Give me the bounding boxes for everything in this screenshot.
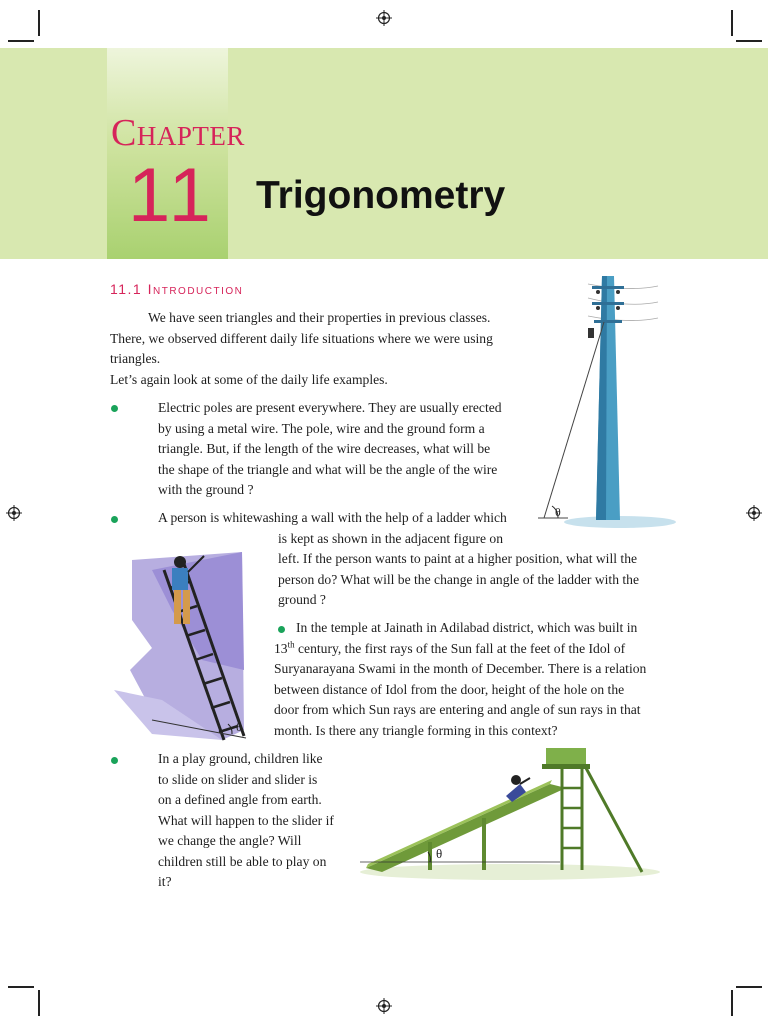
text-line: Suryanarayana Swami in the month of December. There is a relation (274, 661, 647, 676)
section-heading: 11.1 Introduction (110, 281, 244, 297)
text-line: children still be able to play on (158, 853, 327, 869)
chapter-title: Trigonometry (256, 174, 506, 217)
chapter-number: 11 (128, 153, 215, 238)
bullet-icon (111, 757, 118, 764)
crop-mark (736, 40, 762, 42)
text-line: month. Is there any triangle forming in this context? (274, 722, 558, 738)
crop-mark (38, 10, 40, 36)
slide-paragraph (158, 749, 343, 893)
century-number: 13 (274, 640, 288, 656)
crop-mark (38, 990, 40, 1016)
text-line: There, we observed different daily life situations where we were using (110, 330, 493, 346)
text-line: person do? What will be the change in angle of the ladder with the (278, 571, 639, 587)
electric-pole-illustration (528, 272, 668, 530)
ordinal-suffix: th (287, 638, 295, 649)
text-line: Electric poles are present everywhere. They are usually erected (158, 400, 502, 415)
text-line: is kept as shown in the adjacent figure on (278, 530, 503, 546)
crop-mark (731, 10, 733, 36)
text-line: to slide on slider and slider is (158, 771, 318, 787)
text-line: Let’s again look at some of the daily life examples. (110, 371, 388, 387)
pole-angle-label: θ (555, 505, 561, 519)
intro-paragraph (110, 308, 530, 390)
text-line: A person is whitewashing a wall with the help of a ladder which (158, 510, 507, 525)
text-line: triangle. But, if the length of the wire decreases, what will be (158, 441, 491, 456)
text-line: left. If the person wants to paint at a higher position, what will the (278, 551, 638, 566)
text-line: door from which Sun rays are entering and angle of sun rays in that (274, 702, 641, 717)
text-line: the shape of the triangle and what will be the angle of the wire (158, 461, 498, 477)
text-line: We have seen triangles and their properties in previous classes. (148, 310, 491, 325)
text-line: it? (158, 874, 172, 889)
temple-paragraph (274, 618, 674, 741)
ladder-angle-label: θ (236, 720, 242, 734)
text-line: we change the angle? Will (158, 833, 302, 848)
text-line: by using a metal wire. The pole, wire and the ground form a (158, 420, 485, 436)
slide-angle-label: θ (436, 846, 443, 861)
text-line: In the temple at Jainath in Adilabad district, which was built in (296, 620, 638, 635)
text-span: century, the first rays of the Sun fall at the feet of the Idol of (294, 640, 626, 656)
text-line: In a play ground, children like (158, 751, 323, 766)
ladder-wall-illustration (112, 550, 272, 746)
crop-mark (8, 986, 34, 988)
text-line (274, 639, 674, 660)
registration-mark-icon (376, 10, 392, 26)
chapter-label: Chapter (111, 112, 245, 154)
bullet-icon (111, 516, 118, 523)
slide-illustration (360, 744, 660, 882)
text-line: triangles. (110, 351, 161, 366)
text-line: between distance of Idol from the door, height of the hole on the (274, 681, 625, 697)
text-line: on a defined angle from earth. (158, 792, 322, 807)
registration-mark-icon (6, 505, 22, 521)
pole-paragraph (158, 398, 518, 501)
crop-mark (736, 986, 762, 988)
text-line: What will happen to the slider if (158, 812, 334, 828)
text-line: with the ground ? (158, 482, 254, 497)
registration-mark-icon (746, 505, 762, 521)
crop-mark (8, 40, 34, 42)
text-line: ground ? (278, 592, 326, 607)
bullet-icon (111, 405, 118, 412)
registration-mark-icon (376, 998, 392, 1014)
crop-mark (731, 990, 733, 1016)
